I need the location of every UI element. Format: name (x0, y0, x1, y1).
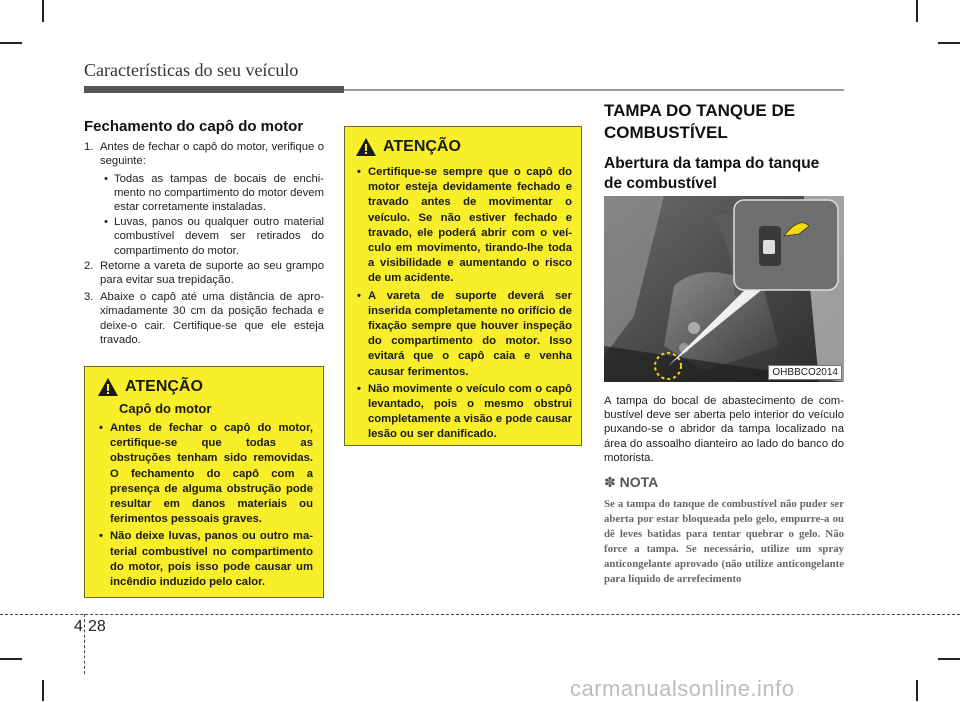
warning-triangle-icon (97, 377, 119, 397)
fuel-door-instructions: A tampa do bocal de abastecimento de combustível deve ser aberta pelo interior do veículo puxando-se o abridor da tampa localizado na área do assoalho dianteiro ao lado do banco do motorista. (604, 395, 844, 464)
sub-item (84, 172, 324, 215)
section-heading: Fechamento do capô do motor (84, 118, 304, 135)
step-text: Retorne a vareta de suporte ao seu grampo para evitar sua trepidação. (100, 259, 324, 287)
warning-triangle-icon (355, 137, 377, 157)
warning-subtitle: Capô do motor (119, 401, 212, 416)
fuel-door-release-photo (604, 196, 844, 382)
crop-mark (938, 42, 960, 44)
chapter-number: 4 (74, 618, 83, 635)
step-text: Abaixe o capô até uma distância de aproximadamente 30 cm da posição fechada e deixe-o cair. Certifique-se que ele esteja travado. (100, 291, 324, 346)
warning-item (355, 382, 572, 443)
bullet: • (104, 216, 108, 229)
section-title-line: TAMPA DO TANQUE DE (604, 101, 796, 120)
warning-item (97, 421, 313, 527)
warning-title (355, 137, 572, 157)
warning-box-driving (344, 126, 582, 446)
section-subtitle-line: Abertura da tampa do tanque (604, 155, 820, 172)
crop-mark (42, 680, 44, 701)
warning-item-text: Não deixe luvas, panos ou outro material combustível no compartimento do motor, pois isso pode causar um incêndio induzido pelo calor. (110, 530, 313, 589)
warning-box-hood (84, 366, 324, 598)
header-rule-dark (84, 86, 344, 93)
note-title: NOTA (619, 474, 659, 490)
step-text: Antes de fechar o capô do motor, verifique o seguinte: (100, 141, 324, 168)
step-item (84, 259, 324, 287)
warning-title-text: ATENÇÃO (383, 138, 461, 155)
bullet: • (357, 289, 361, 302)
step-number: 2. (84, 259, 94, 272)
bullet: • (99, 422, 103, 434)
step-number: 3. (84, 291, 94, 304)
note-heading (604, 474, 658, 491)
section-title (604, 100, 844, 144)
car-interior-illustration (604, 196, 844, 382)
note-asterisk-icon: ✽ (604, 474, 616, 490)
photo-code-label: OHBBCO2014 (768, 365, 842, 380)
header-rule-light (344, 89, 844, 91)
bullet: • (357, 382, 361, 395)
warning-item (355, 165, 572, 287)
warning-item-text: Antes de fechar o capô do motor, certifique-se que todas as obstruções tenham sido removidas. O fechamento do capô com a presença de alguma obstrução pode resultar em danos materiais ou ferimentos pessoais graves. (110, 422, 313, 526)
bullet: • (104, 172, 108, 185)
crop-mark (0, 658, 22, 660)
footer-rule (0, 614, 960, 615)
page-number-value: 28 (88, 618, 106, 635)
section-subtitle (604, 154, 844, 194)
section-title-line: COMBUSTÍVEL (604, 123, 728, 142)
crop-mark (42, 0, 44, 22)
bullet: • (99, 530, 103, 543)
sub-item-text: Todas as tampas de bocais de enchimento no compartimento do motor devem estar corretamente instaladas. (114, 172, 324, 214)
note-body: Se a tampa do tanque de combustível não puder ser aberta por estar bloqueada pelo gelo, empurre-a ou dê leves batidas para tentar quebrar o gelo. Não force a tampa. Se necessário, utilize um spray anticongelante aprovado (não utilize anticongelante para líquido de arrefecimento (604, 498, 844, 585)
step-number: 1. (84, 141, 94, 154)
bullet: • (357, 166, 361, 178)
footer-divider (84, 614, 85, 674)
warning-item (97, 529, 313, 590)
warning-item-text: A vareta de suporte deverá ser inserida completamente no orifício de fixação sempre que houver inspeção do compartimento do motor. Isso evitará que o capô caia e venha causar ferimentos. (368, 289, 572, 378)
left-column (84, 120, 324, 350)
watermark[interactable]: carmanualsonline.info (570, 676, 795, 701)
right-column-headings (604, 100, 844, 194)
warning-item (355, 289, 572, 380)
crop-mark (916, 0, 918, 22)
warning-item-text: Não movimente o veículo com o capô levantado, pois o mesmo obstrui completamente a visão e pode causar lesão ou ser danificado. (368, 382, 572, 441)
sub-item (84, 215, 324, 258)
warning-title-text: ATENÇÃO (125, 378, 203, 395)
chapter-title: Características do seu veículo (84, 60, 299, 80)
crop-mark (0, 42, 22, 44)
section-subtitle-line: de combustível (604, 175, 717, 192)
crop-mark (916, 680, 918, 701)
warning-item-text: Certifique-se sempre que o capô do motor esteja devidamente fechado e travado antes de movimentar o veículo. Se não estiver fechado e travado, ele poderá abrir com o veículo em movimento, tirando-lhe toda a visibilidade e aumentando o risco de um acidente. (368, 166, 572, 285)
crop-mark (938, 658, 960, 660)
step-item (84, 290, 324, 347)
warning-title (97, 377, 313, 397)
sub-item-text: Luvas, panos ou qualquer outro material combustível devem ser retirados do compartimento do motor. (114, 216, 324, 257)
step-item (84, 140, 324, 168)
